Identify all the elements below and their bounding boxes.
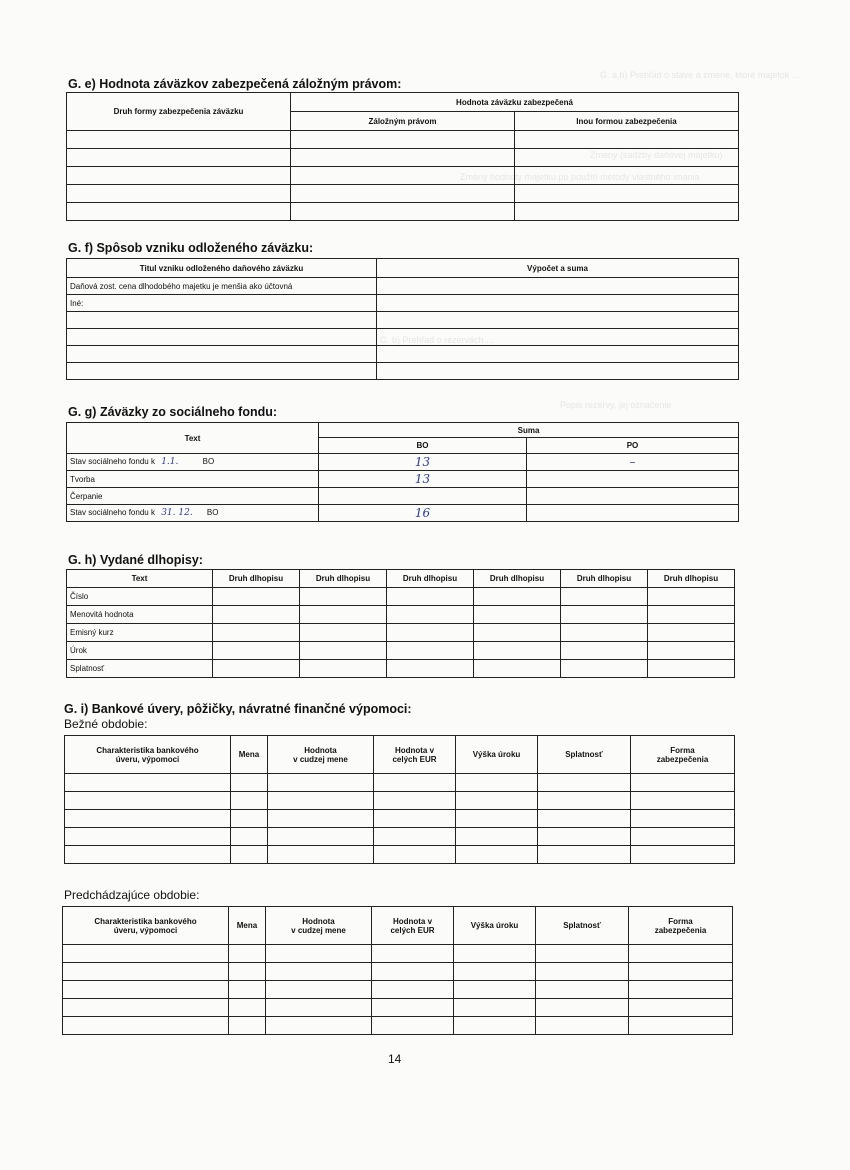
gh-col-type: Druh dlhopisu <box>474 570 561 588</box>
gg-r3-label: Čerpanie <box>67 488 319 505</box>
table-row <box>67 131 739 149</box>
gi-col-interest: Výška úroku <box>454 907 536 945</box>
table-row <box>67 278 739 295</box>
table-row <box>65 810 735 828</box>
gh-col-type: Druh dlhopisu <box>300 570 387 588</box>
gh-col-type: Druh dlhopisu <box>648 570 735 588</box>
gg-r2-label: Tvorba <box>67 471 319 488</box>
gf-col-calc: Výpočet a suma <box>377 259 739 278</box>
table-row <box>65 774 735 792</box>
gg-col-text: Text <box>67 423 319 454</box>
table-row <box>63 945 733 963</box>
table-row <box>67 606 735 624</box>
gi-col-security: Forma zabezpečenia <box>631 736 735 774</box>
gh-row-label: Číslo <box>67 588 213 606</box>
gh-row-label: Splatnosť <box>67 660 213 678</box>
gi-col-characteristic: Charakteristika bankového úveru, výpomoci <box>65 736 231 774</box>
gg-col-sum: Suma <box>319 423 739 438</box>
gi-col-foreign-value: Hodnota v cudzej mene <box>268 736 374 774</box>
gh-row-label: Úrok <box>67 642 213 660</box>
ge-col-value: Hodnota záväzku zabezpečená <box>291 93 739 112</box>
gg-r4-label: Stav sociálneho fondu k <box>70 508 155 517</box>
gi-previous-label: Predchádzajúce obdobie: <box>64 888 200 902</box>
table-gf <box>66 258 739 380</box>
table-row <box>63 981 733 999</box>
gh-col-type: Druh dlhopisu <box>387 570 474 588</box>
gg-r4-bo: 16 <box>414 506 431 520</box>
table-row <box>67 471 739 488</box>
section-title-gh: G. h) Vydané dlhopisy: <box>68 553 203 567</box>
table-row <box>65 792 735 810</box>
ge-col-lien: Záložným právom <box>291 112 515 131</box>
table-row <box>67 505 739 522</box>
gi-col-interest: Výška úroku <box>456 736 538 774</box>
gi-col-eur-value: Hodnota v celých EUR <box>372 907 454 945</box>
section-title-gg: G. g) Záväzky zo sociálneho fondu: <box>68 405 278 419</box>
gg-r4-date: 31. 12. <box>161 508 193 518</box>
gg-col-bo: BO <box>319 438 527 454</box>
gi-col-eur-value: Hodnota v celých EUR <box>374 736 456 774</box>
table-row <box>67 185 739 203</box>
gg-r1-label: Stav sociálneho fondu k <box>70 457 155 466</box>
section-title-gf: G. f) Spôsob vzniku odloženého záväzku: <box>68 241 314 255</box>
gh-col-text: Text <box>67 570 213 588</box>
gi-col-foreign-value: Hodnota v cudzej mene <box>266 907 372 945</box>
ge-col-type: Druh formy zabezpečenia záväzku <box>67 93 291 131</box>
section-title-ge: G. e) Hodnota záväzkov zabezpečená záložným právom: <box>68 77 402 91</box>
gg-r1-date: 1.1. <box>161 457 179 467</box>
gh-col-type: Druh dlhopisu <box>213 570 300 588</box>
table-gg <box>66 422 739 522</box>
table-row <box>67 329 739 346</box>
section-title-gi: G. i) Bankové úvery, pôžičky, návratné finančné výpomoci: <box>64 702 412 716</box>
gg-r1-suffix: BO <box>202 457 215 466</box>
table-row <box>67 295 739 312</box>
gg-col-po: PO <box>527 438 739 454</box>
gi-col-currency: Mena <box>229 907 266 945</box>
table-row <box>67 312 739 329</box>
table-ge <box>66 92 739 221</box>
table-gi-previous <box>62 906 733 1035</box>
gh-col-type: Druh dlhopisu <box>561 570 648 588</box>
table-row <box>67 346 739 363</box>
gg-r4-suffix: BO <box>206 508 219 517</box>
gf-row2-label: Iné: <box>67 295 377 312</box>
table-row <box>67 203 739 221</box>
gi-col-characteristic: Charakteristika bankového úveru, výpomoci <box>63 907 229 945</box>
table-row <box>65 846 735 864</box>
table-row <box>67 454 739 471</box>
gi-col-maturity: Splatnosť <box>538 736 631 774</box>
table-row <box>63 963 733 981</box>
gf-row1-label: Daňová zost. cena dlhodobého majetku je menšia ako účtovná <box>67 278 377 295</box>
table-row <box>67 363 739 380</box>
table-row <box>67 588 735 606</box>
table-row <box>67 660 735 678</box>
gg-r1-po: – <box>629 455 636 469</box>
gi-col-maturity: Splatnosť <box>536 907 629 945</box>
gh-row-label: Menovitá hodnota <box>67 606 213 624</box>
gi-col-currency: Mena <box>231 736 268 774</box>
gi-current-label: Bežné obdobie: <box>64 717 148 731</box>
gg-r2-bo: 13 <box>414 472 431 486</box>
gf-col-title: Titul vzniku odloženého daňového záväzku <box>67 259 377 278</box>
table-row <box>65 828 735 846</box>
table-gh <box>66 569 735 678</box>
ge-col-other: Inou formou zabezpečenia <box>515 112 739 131</box>
table-row <box>67 167 739 185</box>
table-row <box>67 488 739 505</box>
table-row <box>67 149 739 167</box>
table-row <box>63 999 733 1017</box>
gi-col-security: Forma zabezpečenia <box>629 907 733 945</box>
table-gi-current <box>64 735 735 864</box>
gg-r1-bo: 13 <box>414 455 431 469</box>
table-row <box>67 624 735 642</box>
gh-row-label: Emisný kurz <box>67 624 213 642</box>
table-row <box>63 1017 733 1035</box>
page-number: 14 <box>388 1052 402 1066</box>
table-row <box>67 642 735 660</box>
